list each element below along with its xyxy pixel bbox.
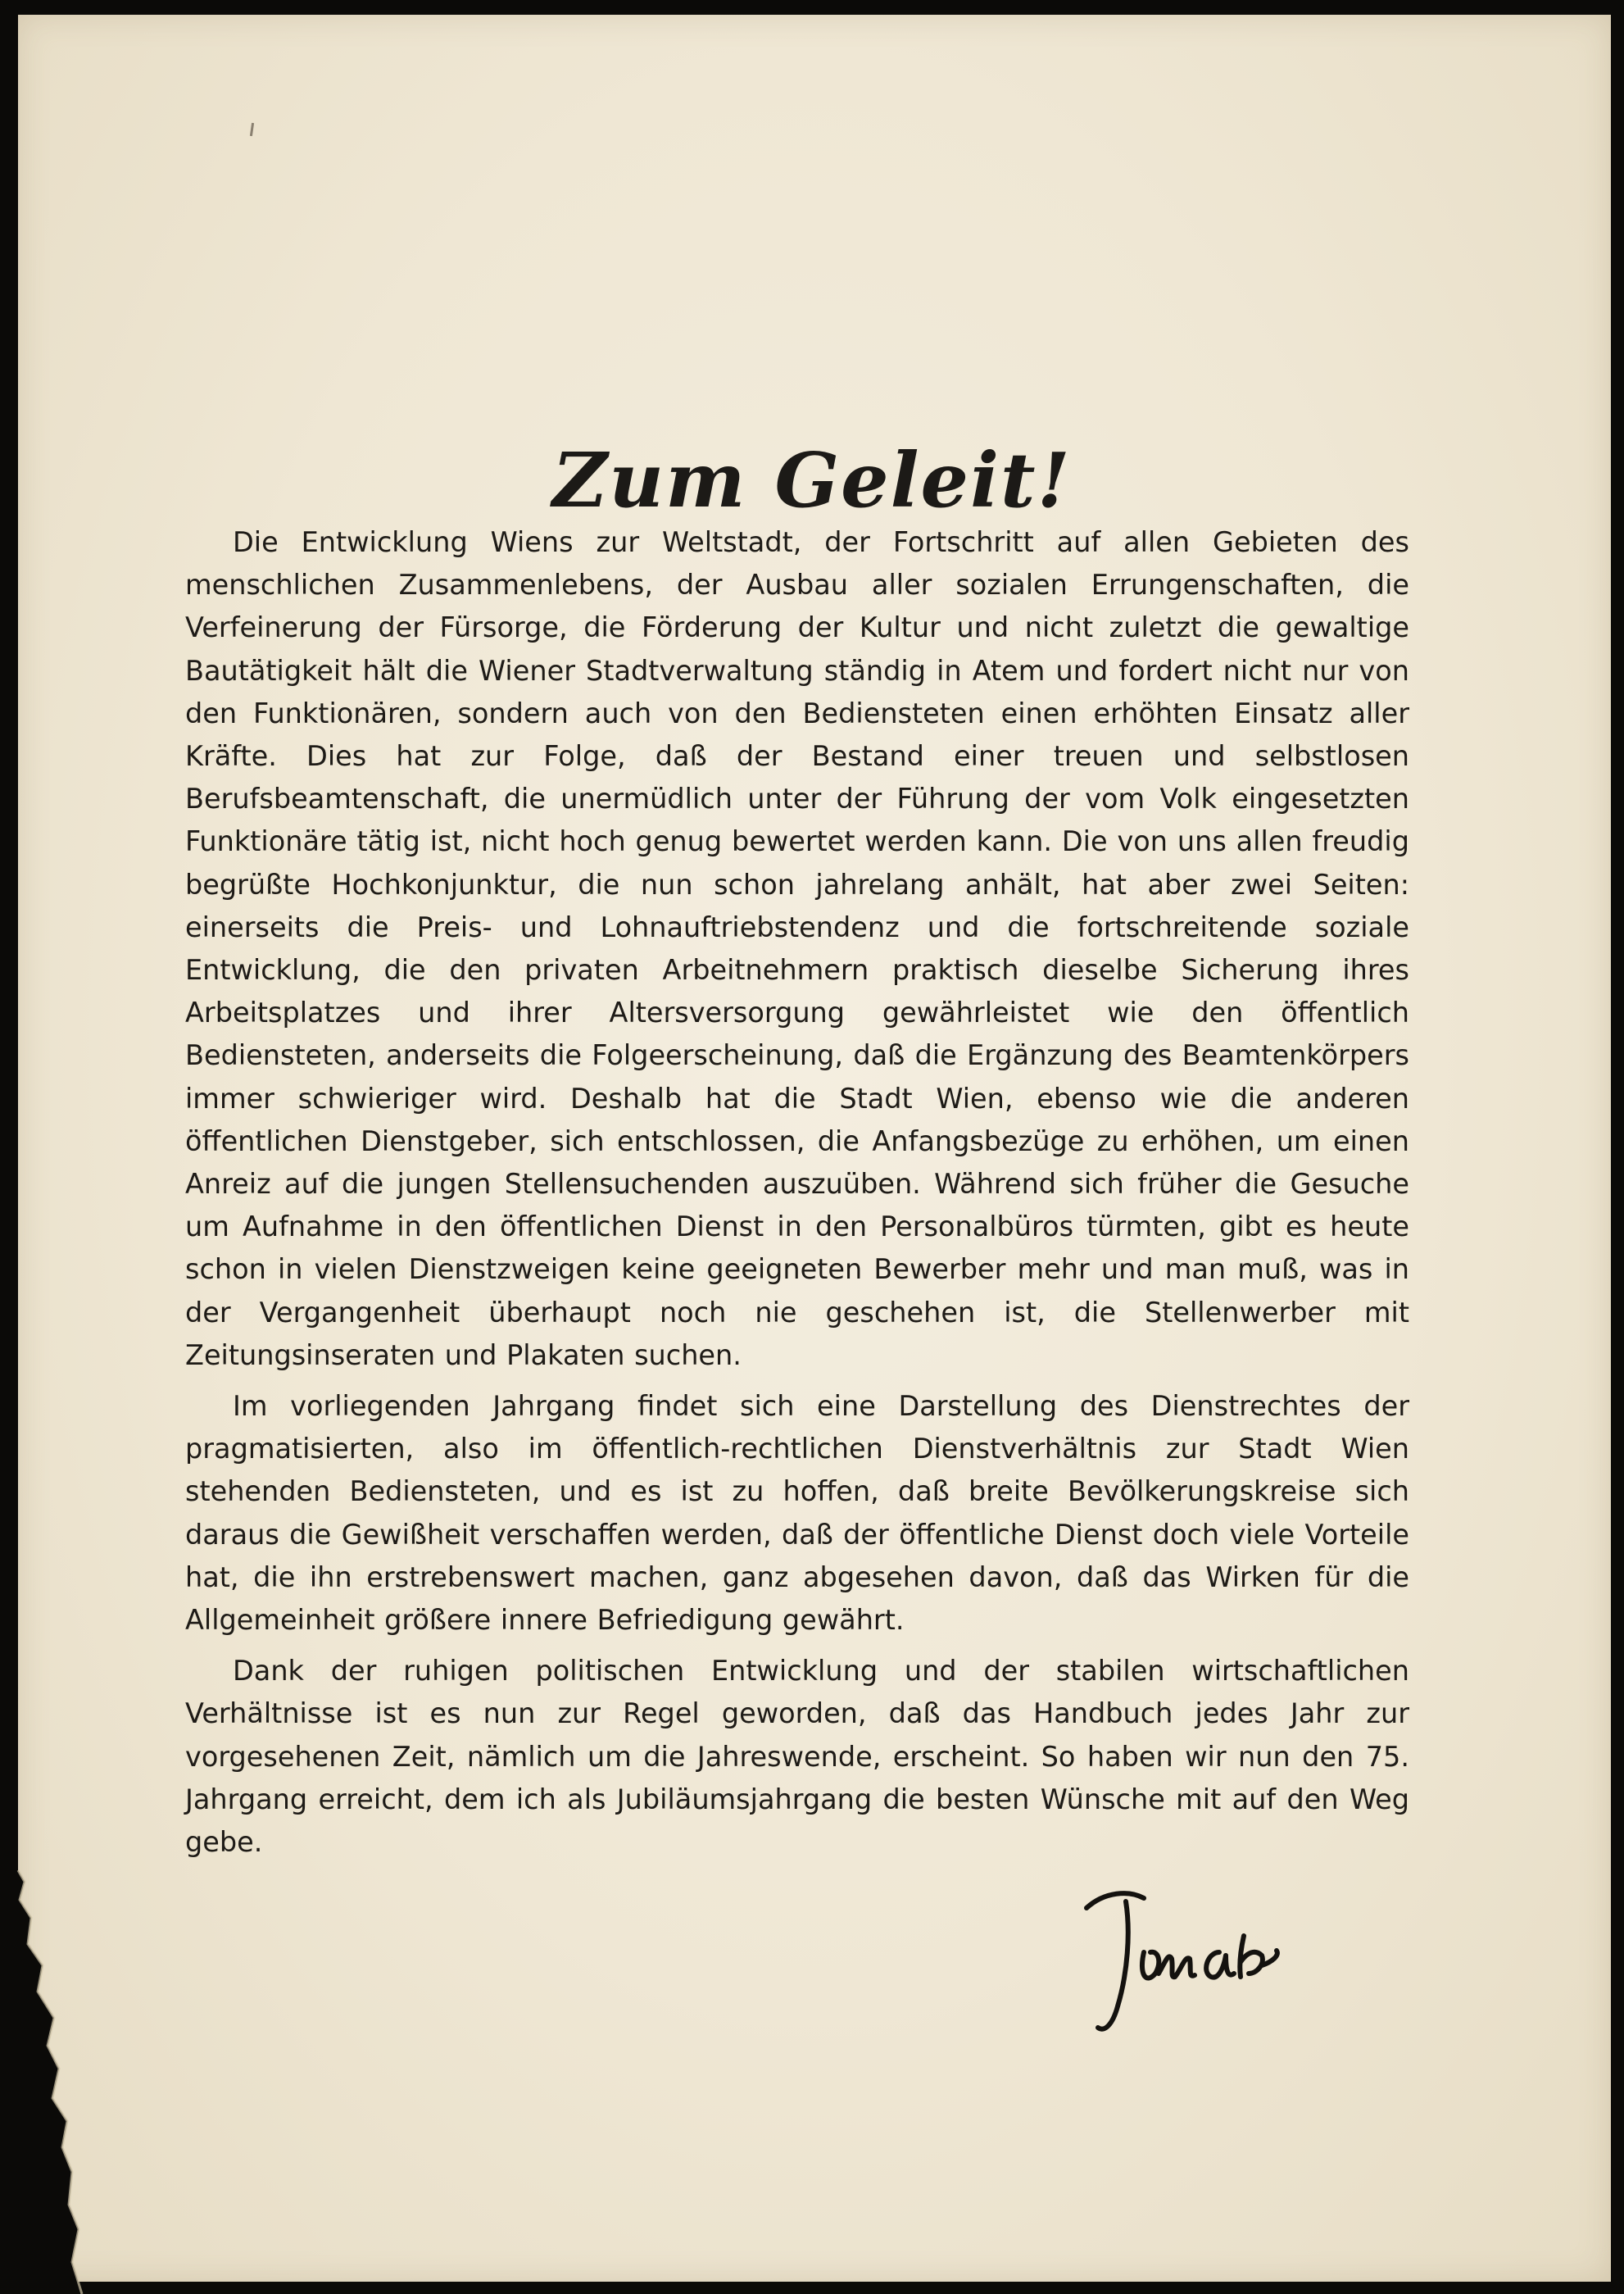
paragraph-2: Im vorliegenden Jahrgang findet sich eine Darstellung des Dienstrechtes der pragmatisierten, also im öffentlich-rechtlichen Dienstverhältnis zur Stadt Wien stehenden Bediensteten, und es ist zu hoffen, daß breite Bevölkerungskreise sich daraus die Gewißheit verschaffen werden, daß der öffentliche Dienst doch viele Vorteile hat, die ihn erstrebenswert machen, ganz abgesehen davon, daß das Wirken für die Allgemeinheit größere innere Befriedigung gewährt. [185, 1390, 1409, 1637]
paragraph-3: Dank der ruhigen politischen Entwicklung und der stabilen wirtschaftlichen Verhältnisse ist es nun zur Regel geworden, daß das Handbuch jedes Jahr zur vorgesehenen Zeit, nämlich um die Jahreswende, erscheint. So haben wir nun den 75. Jahrgang erreicht, dem ich als Jubiläumsjahrgang die besten Wünsche mit auf den Weg gebe. [185, 1655, 1409, 1859]
handwritten-signature [1080, 1883, 1326, 2039]
document-title: Zum Geleit! [552, 435, 1072, 525]
body-text [185, 521, 1409, 1864]
paragraph-1: Die Entwicklung Wiens zur Weltstadt, der Fortschritt auf allen Gebieten des menschlichen Zusammenlebens, der Ausbau aller sozialen Errungenschaften, die Verfeinerung der Fürsorge, die Förderung der Kultur und nicht zuletzt die gewaltige Bautätigkeit hält die Wiener Stadtverwaltung ständig in Atem und fordert nicht nur von den Funktionären, sondern auch von den Bediensteten einen erhöhten Einsatz aller Kräfte. Dies hat zur Folge, daß der Bestand einer treuen und selbstlosen Berufsbeamtenschaft, die unermüdlich unter der Führung der vom Volk eingesetzten Funktionäre tätig ist, nicht hoch genug bewertet werden kann. Die von uns allen freudig begrüßte Hochkonjunktur, die nun schon jahrelang anhält, hat aber zwei Seiten: einerseits die Preis- und Lohnauftriebstendenz und die fortschreitende soziale Entwicklung, die den privaten Arbeitnehmern praktisch dieselbe Sicherung ihres Arbeitsplatzes und ihrer Altersversorgung gewährleistet wie den öffentlich Bediensteten, anderseits die Folgeerscheinung, daß die Ergänzung des Beamtenkörpers immer schwieriger wird. Deshalb hat die Stadt Wien, ebenso wie die anderen öffentlichen Dienstgeber, sich entschlossen, die Anfangsbezüge zu erhöhen, um einen Anreiz auf die jungen Stellensuchenden auszuüben. Während sich früher die Gesuche um Aufnahme in den öffentlichen Dienst in den Personalbüros türmten, gibt es heute schon in vielen Dienstzweigen keine geeigneten Bewerber mehr und man muß, was in der Vergangenheit überhaupt noch nie geschehen ist, die Stellenwerber mit Zeitungsinseraten und Plakaten suchen. [185, 526, 1409, 1371]
